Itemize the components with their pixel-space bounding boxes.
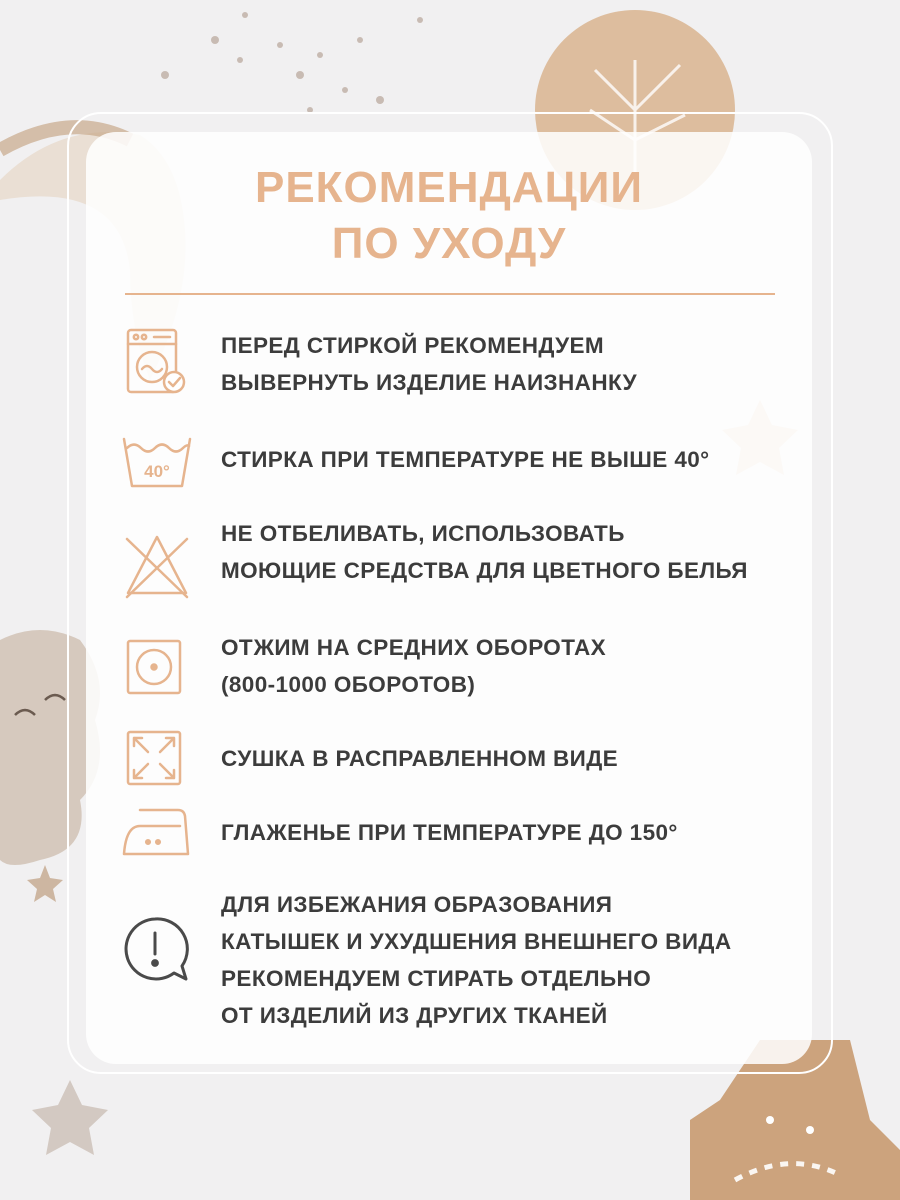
no-bleach-icon xyxy=(122,531,192,601)
iron-icon xyxy=(122,804,192,874)
dry-flat-icon xyxy=(122,728,192,798)
text-line: КАТЫШЕК И УХУДШЕНИЯ ВНЕШНЕГО ВИДА xyxy=(221,929,732,954)
care-item-text xyxy=(221,327,801,401)
wash-40-icon xyxy=(122,431,192,501)
text-line: (800-1000 ОБОРОТОВ) xyxy=(221,672,476,697)
care-item-text xyxy=(221,515,801,589)
washing-machine-icon xyxy=(122,327,192,397)
page-title xyxy=(86,160,812,272)
text-line: ОТ ИЗДЕЛИЙ ИЗ ДРУГИХ ТКАНЕЙ xyxy=(221,1003,608,1028)
text-line: ДЛЯ ИЗБЕЖАНИЯ ОБРАЗОВАНИЯ xyxy=(221,892,613,917)
care-item-text xyxy=(221,740,801,777)
care-item-text xyxy=(221,886,801,1034)
care-item-text xyxy=(221,814,801,851)
title-divider xyxy=(125,293,775,295)
text-line: МОЮЩИЕ СРЕДСТВА ДЛЯ ЦВЕТНОГО БЕЛЬЯ xyxy=(221,558,748,583)
tumble-spin-icon xyxy=(122,637,192,707)
text-line: ВЫВЕРНУТЬ ИЗДЕЛИЕ НАИЗНАНКУ xyxy=(221,370,638,395)
care-item-text xyxy=(221,441,801,478)
text-line: РЕКОМЕНДУЕМ СТИРАТЬ ОТДЕЛЬНО xyxy=(221,966,652,991)
text-line: НЕ ОТБЕЛИВАТЬ, ИСПОЛЬЗОВАТЬ xyxy=(221,521,625,546)
text-line: СУШКА В РАСПРАВЛЕННОМ ВИДЕ xyxy=(221,746,619,771)
text-line: ОТЖИМ НА СРЕДНИХ ОБОРОТАХ xyxy=(221,635,606,660)
wash-temperature-label: 40° xyxy=(144,462,170,481)
text-line: ГЛАЖЕНЬЕ ПРИ ТЕМПЕРАТУРЕ ДО 150° xyxy=(221,820,678,845)
text-line: СТИРКА ПРИ ТЕМПЕРАТУРЕ НЕ ВЫШЕ 40° xyxy=(221,447,710,472)
text-line: ПЕРЕД СТИРКОЙ РЕКОМЕНДУЕМ xyxy=(221,333,605,358)
warning-bubble-icon xyxy=(122,916,192,986)
title-line-1: РЕКОМЕНДАЦИИ xyxy=(254,163,644,212)
title-line-2: ПО УХОДУ xyxy=(331,219,567,268)
care-item-text xyxy=(221,629,801,703)
